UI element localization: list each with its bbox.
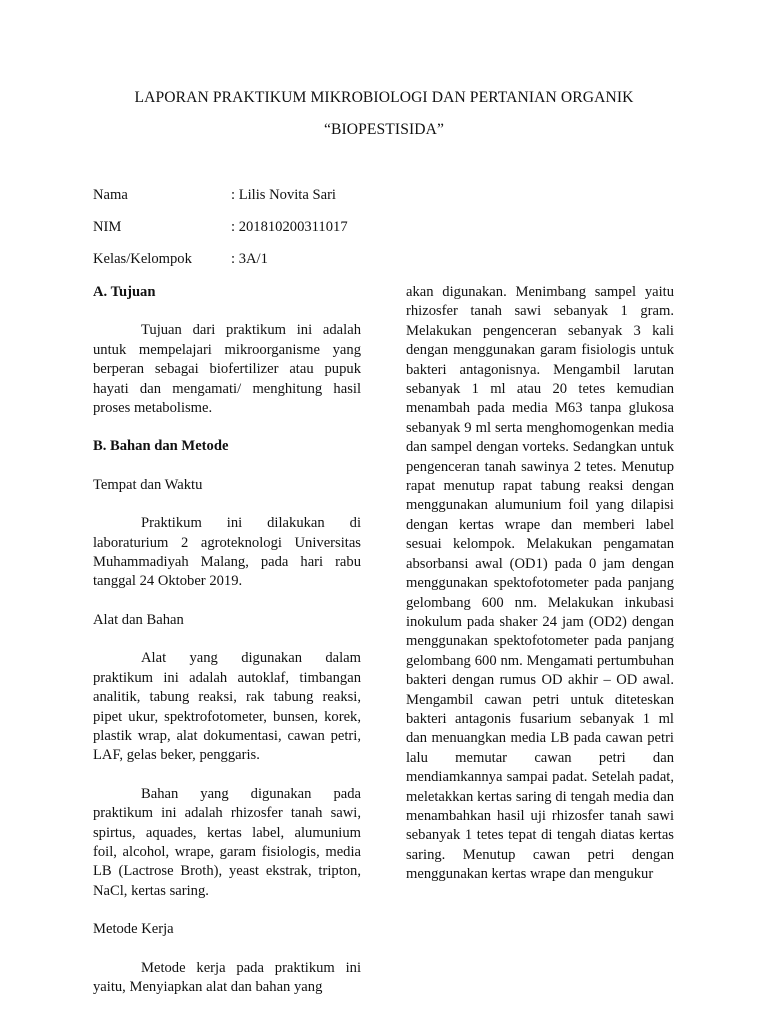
subheading-tempat-waktu: Tempat dan Waktu	[93, 476, 203, 493]
report-title: LAPORAN PRAKTIKUM MIKROBIOLOGI DAN PERTANIAN ORGANIK	[134, 89, 634, 106]
identity-value: : Lilis Novita Sari	[231, 187, 336, 203]
right-column	[406, 283, 674, 885]
paragraph-metode-continued: akan digunakan. Menimbang sampel yaitu rhizosfer tanah sawi sebanyak 1 gram. Melakukan pengenceran sebanyak 3 kali dengan menggunakan garam fisiologis untuk bakteri antagonisnya. Mengambil larutan sebanyak 1 ml atau 20 tetes kemudian menambah pada media M63 tanpa glukosa sebanyak 9 ml serta menghomogenkan media dan sampel dengan vorteks. Sedangkan untuk pengenceran tanah sawinya 2 tetes. Menutup rapat menutup rapat tabung reaksi dengan menggunakan alumunium foil yang dilapisi dengan kertas wrape dan memberi label sesuai kelompok. Melakukan pengamatan absorbansi awal (OD1) pada 0 jam dengan menggunakan spektofotometer pada panjang gelombang 600 nm. Melakukan inkubasi inokulum pada shaker 24 jam (OD2) dengan menggunakan spektofotometer pada panjang gelombang 600 nm. Mengamati pertumbuhan bakteri dengan rumus OD akhir – OD awal. Mengambil cawan petri untuk diteteskan bakteri antagonis fusarium sebanyak 1 ml dan menuangkan media LB pada cawan petri lalu memutar cawan petri dan mendiamkannya sampai padat. Setelah padat, meletakkan kertas saring di tengah media dan menambahkan hasil uji rhizosfer tanah sawi sebanyak 1 tetes tepat di tengah diatas kertas saring. Menutup cawan petri dengan menggunakan kertas wrape dan mengukur	[406, 284, 674, 883]
paragraph-tempat-waktu: Praktikum ini dilakukan di laboraturium 2 agroteknologi Universitas Muhammadiyah Malang, pada hari rabu tanggal 24 Oktober 2019.	[93, 515, 361, 590]
paragraph-bahan: Bahan yang digunakan pada praktikum ini adalah rhizosfer tanah sawi, spirtus, aquades, kertas label, alumunium foil, alcohol, wrape, garam fisiologis, media LB (Lactrose Broth), yeast ekstrak, tripton, NaCl, kertas saring.	[93, 785, 361, 899]
paragraph-tujuan: Tujuan dari praktikum ini adalah untuk mempelajari mikroorganisme yang berperan sebagai biofertilizer atau pupuk hayati dan mengamati/ menghitung hasil proses metabolisme.	[93, 322, 361, 417]
subheading-alat-bahan: Alat dan Bahan	[93, 611, 184, 628]
identity-value: : 201810200311017	[231, 219, 348, 235]
identity-value: : 3A/1	[231, 251, 268, 267]
section-heading-tujuan: A. Tujuan	[93, 284, 156, 300]
identity-label: NIM	[93, 219, 122, 235]
identity-label: Nama	[93, 187, 128, 203]
left-column	[93, 283, 361, 997]
section-heading-bahan-metode: B. Bahan dan Metode	[93, 438, 229, 455]
paragraph-metode: Metode kerja pada praktikum ini yaitu, Menyiapkan alat dan bahan yang	[93, 959, 361, 995]
paragraph-alat: Alat yang digunakan dalam praktikum ini adalah autoklaf, timbangan analitik, tabung reaksi, rak tabung reaksi, pipet ukur, spektrofotometer, bunsen, korek, plastik wrap, alat dokumentasi, cawan petri, LAF, gelas beker, penggaris.	[93, 650, 361, 764]
subheading-metode-kerja: Metode Kerja	[93, 921, 174, 938]
identity-label: Kelas/Kelompok	[93, 251, 192, 267]
report-subtitle: “BIOPESTISIDA”	[323, 121, 445, 138]
